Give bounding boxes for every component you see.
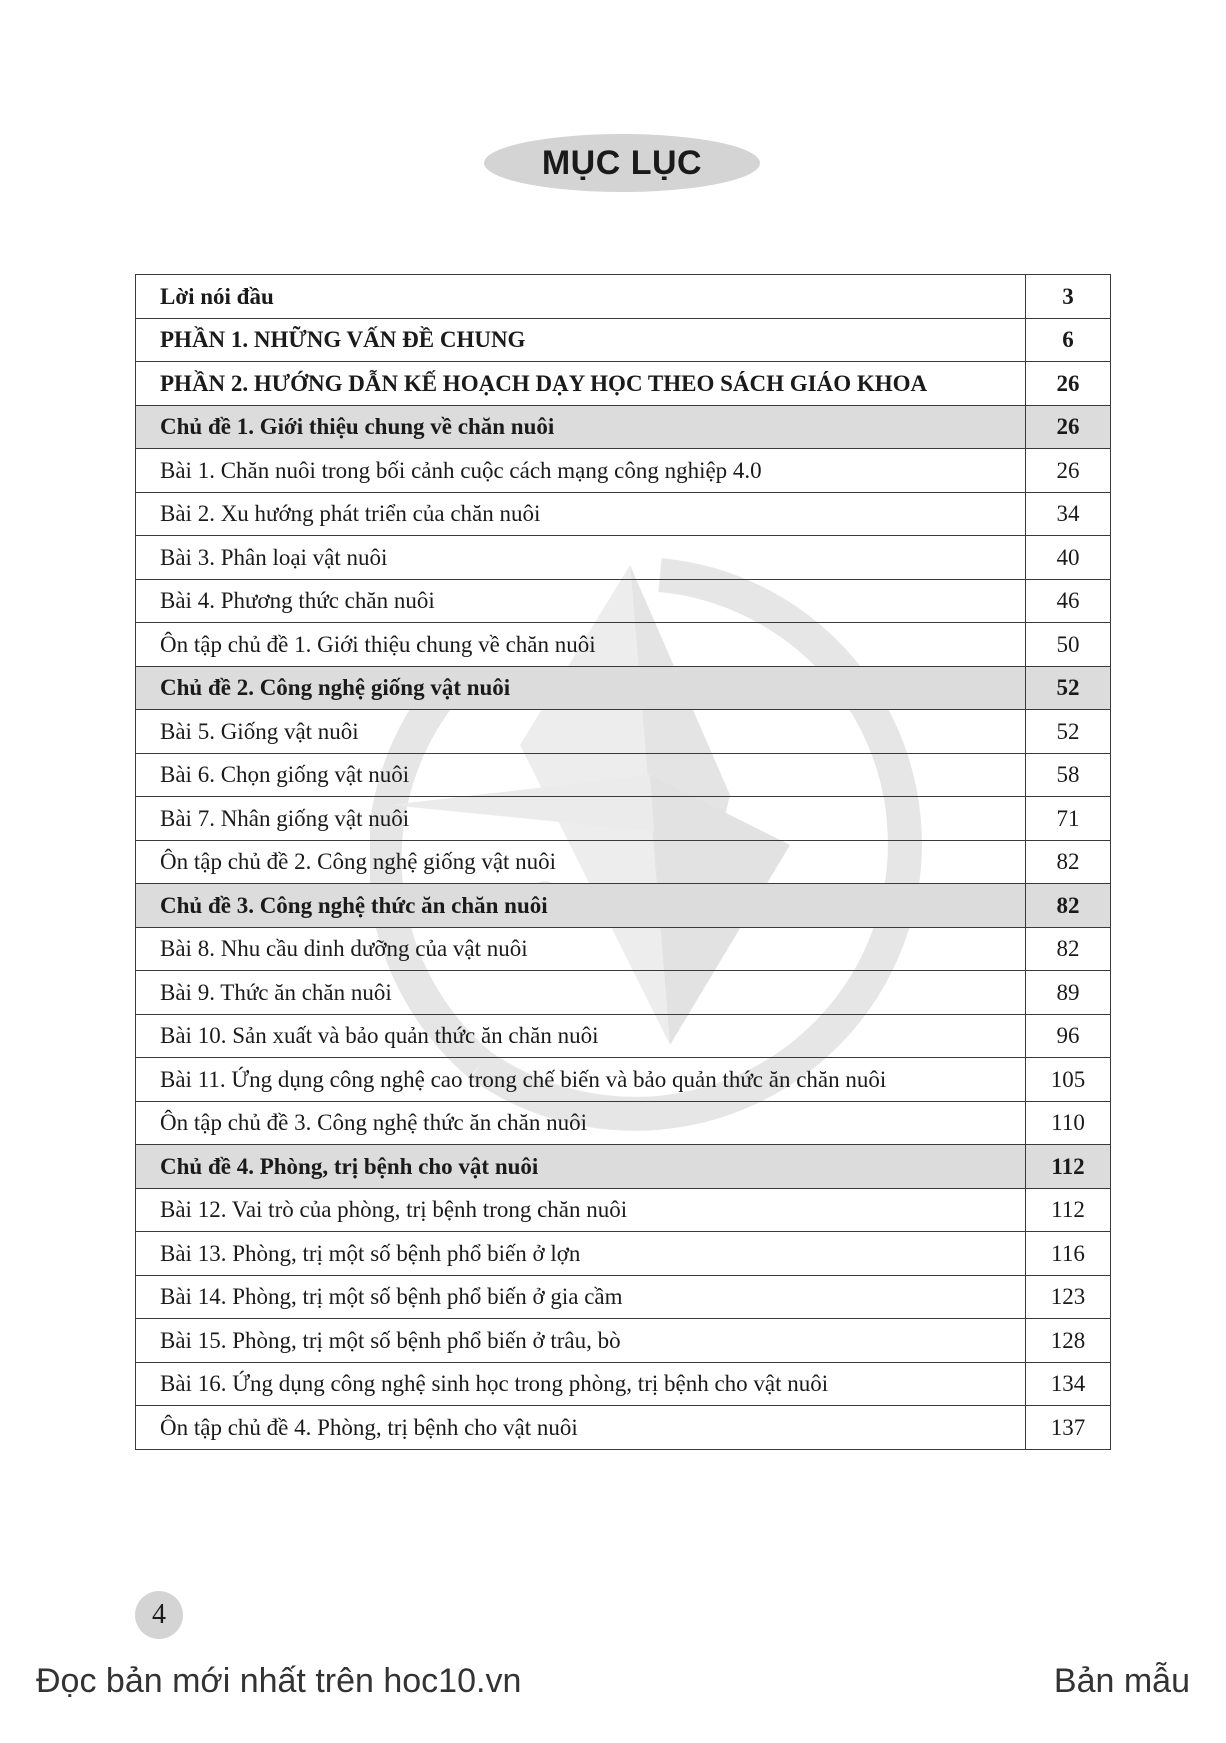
toc-entry-page: 50 (1026, 623, 1111, 667)
toc-row (136, 666, 1111, 710)
toc-entry-title: Chủ đề 4. Phòng, trị bệnh cho vật nuôi (136, 1145, 1026, 1189)
page-title: MỤC LỤC (541, 143, 703, 182)
toc-entry-title: Bài 3. Phân loại vật nuôi (136, 536, 1026, 580)
toc-row (136, 318, 1111, 362)
toc-entry-page: 46 (1026, 579, 1111, 623)
toc-row (136, 1362, 1111, 1406)
toc-entry-title: Bài 12. Vai trò của phòng, trị bệnh trong chăn nuôi (136, 1188, 1026, 1232)
toc-entry-page: 34 (1026, 492, 1111, 536)
toc-row (136, 275, 1111, 319)
toc-row (136, 797, 1111, 841)
title-banner (484, 134, 760, 192)
toc-entry-title: Chủ đề 1. Giới thiệu chung về chăn nuôi (136, 405, 1026, 449)
toc-row (136, 710, 1111, 754)
toc-row (136, 1058, 1111, 1102)
toc-row (136, 579, 1111, 623)
toc-entry-title: PHẦN 2. HƯỚNG DẪN KẾ HOẠCH DẠY HỌC THEO SÁCH GIÁO KHOA (136, 362, 1026, 406)
toc-entry-page: 82 (1026, 884, 1111, 928)
toc-row (136, 884, 1111, 928)
toc-entry-page: 112 (1026, 1188, 1111, 1232)
toc-entry-title: Ôn tập chủ đề 1. Giới thiệu chung về chăn nuôi (136, 623, 1026, 667)
toc-entry-page: 6 (1026, 318, 1111, 362)
toc-entry-title: Bài 15. Phòng, trị một số bệnh phổ biến ở trâu, bò (136, 1319, 1026, 1363)
toc-entry-title: Bài 14. Phòng, trị một số bệnh phổ biến ở gia cầm (136, 1275, 1026, 1319)
toc-entry-title: Ôn tập chủ đề 2. Công nghệ giống vật nuôi (136, 840, 1026, 884)
toc-entry-title: Ôn tập chủ đề 3. Công nghệ thức ăn chăn nuôi (136, 1101, 1026, 1145)
toc-entry-page: 134 (1026, 1362, 1111, 1406)
toc-entry-title: Bài 11. Ứng dụng công nghệ cao trong chế biến và bảo quản thức ăn chăn nuôi (136, 1058, 1026, 1102)
toc-entry-page: 3 (1026, 275, 1111, 319)
toc-entry-title: Bài 1. Chăn nuôi trong bối cảnh cuộc cách mạng công nghiệp 4.0 (136, 449, 1026, 493)
toc-row (136, 536, 1111, 580)
toc-entry-title: Bài 13. Phòng, trị một số bệnh phổ biến ở lợn (136, 1232, 1026, 1276)
toc-entry-page: 110 (1026, 1101, 1111, 1145)
toc-entry-title: Bài 9. Thức ăn chăn nuôi (136, 971, 1026, 1015)
toc-row (136, 449, 1111, 493)
toc-row (136, 1145, 1111, 1189)
toc-entry-title: Bài 8. Nhu cầu dinh dưỡng của vật nuôi (136, 927, 1026, 971)
toc-entry-page: 112 (1026, 1145, 1111, 1189)
toc-entry-page: 58 (1026, 753, 1111, 797)
table-of-contents (135, 274, 1111, 1450)
toc-entry-page: 105 (1026, 1058, 1111, 1102)
toc-entry-page: 52 (1026, 710, 1111, 754)
toc-entry-page: 82 (1026, 927, 1111, 971)
toc-row (136, 1275, 1111, 1319)
toc-row (136, 492, 1111, 536)
toc-row (136, 971, 1111, 1015)
toc-entry-page: 96 (1026, 1014, 1111, 1058)
toc-entry-page: 116 (1026, 1232, 1111, 1276)
toc-entry-page: 26 (1026, 362, 1111, 406)
toc-row (136, 362, 1111, 406)
toc-entry-title: Bài 2. Xu hướng phát triển của chăn nuôi (136, 492, 1026, 536)
toc-entry-title: PHẦN 1. NHỮNG VẤN ĐỀ CHUNG (136, 318, 1026, 362)
toc-entry-title: Lời nói đầu (136, 275, 1026, 319)
toc-row (136, 1101, 1111, 1145)
toc-entry-title: Chủ đề 3. Công nghệ thức ăn chăn nuôi (136, 884, 1026, 928)
toc-entry-title: Bài 7. Nhân giống vật nuôi (136, 797, 1026, 841)
page-number-badge (135, 1591, 183, 1639)
toc-row (136, 1232, 1111, 1276)
toc-row (136, 405, 1111, 449)
toc-entry-page: 71 (1026, 797, 1111, 841)
footer-read-latest: Đọc bản mới nhất trên hoc10.vn (36, 1662, 522, 1700)
toc-row (136, 1014, 1111, 1058)
toc-row (136, 753, 1111, 797)
toc-entry-title: Bài 10. Sản xuất và bảo quản thức ăn chăn nuôi (136, 1014, 1026, 1058)
toc-row (136, 1319, 1111, 1363)
toc-entry-page: 26 (1026, 405, 1111, 449)
toc-entry-page: 137 (1026, 1406, 1111, 1450)
toc-entry-page: 52 (1026, 666, 1111, 710)
toc-entry-title: Ôn tập chủ đề 4. Phòng, trị bệnh cho vật nuôi (136, 1406, 1026, 1450)
toc-entry-page: 128 (1026, 1319, 1111, 1363)
toc-row (136, 1406, 1111, 1450)
footer-sample-label: Bản mẫu (1053, 1662, 1190, 1700)
toc-row (136, 840, 1111, 884)
toc-entry-title: Bài 4. Phương thức chăn nuôi (136, 579, 1026, 623)
toc-entry-page: 26 (1026, 449, 1111, 493)
toc-entry-title: Bài 5. Giống vật nuôi (136, 710, 1026, 754)
toc-entry-page: 82 (1026, 840, 1111, 884)
toc-row (136, 927, 1111, 971)
toc-entry-title: Chủ đề 2. Công nghệ giống vật nuôi (136, 666, 1026, 710)
toc-row (136, 1188, 1111, 1232)
toc-entry-page: 89 (1026, 971, 1111, 1015)
toc-entry-page: 123 (1026, 1275, 1111, 1319)
toc-entry-title: Bài 16. Ứng dụng công nghệ sinh học trong phòng, trị bệnh cho vật nuôi (136, 1362, 1026, 1406)
toc-row (136, 623, 1111, 667)
toc-entry-title: Bài 6. Chọn giống vật nuôi (136, 753, 1026, 797)
page-number: 4 (152, 1599, 166, 1630)
toc-entry-page: 40 (1026, 536, 1111, 580)
